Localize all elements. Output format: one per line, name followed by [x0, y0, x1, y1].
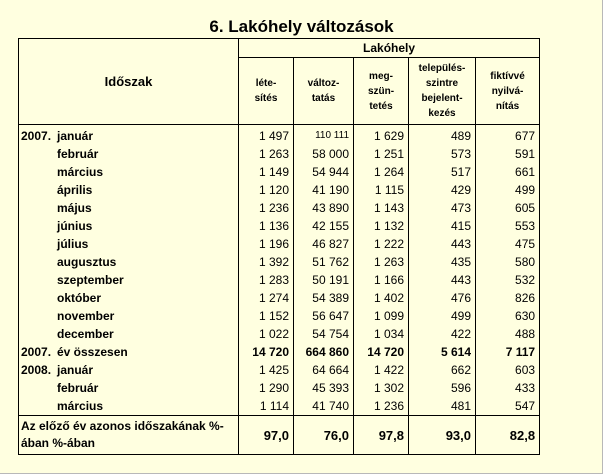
percentage-cell: 97,8 [354, 416, 409, 455]
value-cell: 499 [409, 307, 476, 325]
table-row [19, 307, 540, 325]
value-cell: 489 [409, 125, 476, 146]
period-cell [19, 361, 239, 379]
value-cell: 429 [409, 181, 476, 199]
month-label: március [57, 165, 104, 179]
value-cell: 596 [409, 379, 476, 397]
month-label: év összesen [57, 345, 128, 359]
value-cell: 591 [476, 145, 540, 163]
value-cell: 1 166 [354, 271, 409, 289]
value-cell: 1 422 [354, 361, 409, 379]
table-row [19, 163, 540, 181]
month-label: június [57, 219, 93, 233]
percentage-cell: 93,0 [409, 416, 476, 455]
value-cell: 677 [476, 125, 540, 146]
value-cell: 1 274 [239, 289, 294, 307]
year-label: 2008. [21, 363, 52, 377]
table-row [19, 325, 540, 343]
value-cell: 573 [409, 145, 476, 163]
period-cell [19, 325, 239, 343]
value-cell: 481 [409, 397, 476, 416]
month-label: szeptember [57, 273, 124, 287]
value-cell: 661 [476, 163, 540, 181]
value-cell: 41 740 [294, 397, 354, 416]
month-label: november [57, 309, 115, 323]
value-cell: 1 034 [354, 325, 409, 343]
table-row [19, 145, 540, 163]
value-cell: 580 [476, 253, 540, 271]
value-cell: 1 251 [354, 145, 409, 163]
month-label: február [57, 381, 99, 395]
month-label: július [57, 237, 89, 251]
table-row [19, 217, 540, 235]
period-cell [19, 181, 239, 199]
value-cell: 415 [409, 217, 476, 235]
value-cell: 7 117 [476, 343, 540, 361]
period-cell [19, 163, 239, 181]
value-cell: 603 [476, 361, 540, 379]
value-cell: 662 [409, 361, 476, 379]
value-cell: 1 263 [354, 253, 409, 271]
value-cell: 1 143 [354, 199, 409, 217]
column-header: változ- tatás [294, 58, 354, 125]
percentage-row [19, 416, 540, 455]
value-cell: 1 402 [354, 289, 409, 307]
value-cell: 1 222 [354, 235, 409, 253]
value-cell: 1 152 [239, 307, 294, 325]
value-cell: 553 [476, 217, 540, 235]
value-cell: 1 120 [239, 181, 294, 199]
value-cell: 443 [409, 235, 476, 253]
value-cell: 435 [409, 253, 476, 271]
value-cell: 473 [409, 199, 476, 217]
month-label: október [57, 291, 102, 305]
value-cell: 14 720 [239, 343, 294, 361]
value-cell: 64 664 [294, 361, 354, 379]
period-cell [19, 271, 239, 289]
period-cell [19, 217, 239, 235]
value-cell: 42 155 [294, 217, 354, 235]
table-title: 6. Lakóhely változások [209, 17, 394, 36]
value-cell: 51 762 [294, 253, 354, 271]
value-cell: 1 136 [239, 217, 294, 235]
value-cell: 1 149 [239, 163, 294, 181]
table-row [19, 199, 540, 217]
period-cell [19, 307, 239, 325]
month-label: május [57, 201, 92, 215]
value-cell: 41 190 [294, 181, 354, 199]
total-row [19, 343, 540, 361]
table-row [19, 271, 540, 289]
value-cell: 422 [409, 325, 476, 343]
value-cell: 1 283 [239, 271, 294, 289]
percentage-label: Az előző év azonos időszakának %-ában %-ában [19, 416, 239, 455]
period-cell [19, 125, 239, 146]
period-cell [19, 397, 239, 416]
month-label: december [57, 327, 114, 341]
period-cell [19, 235, 239, 253]
month-label: január [57, 363, 94, 377]
value-cell: 826 [476, 289, 540, 307]
value-cell: 50 191 [294, 271, 354, 289]
value-cell: 475 [476, 235, 540, 253]
month-label: február [57, 147, 99, 161]
value-cell: 14 720 [354, 343, 409, 361]
value-cell: 1 236 [239, 199, 294, 217]
column-header: léte- sítés [239, 58, 294, 125]
value-cell: 1 264 [354, 163, 409, 181]
table-row [19, 235, 540, 253]
table-row [19, 361, 540, 379]
month-label: augusztus [57, 255, 117, 269]
period-cell [19, 199, 239, 217]
table-row [19, 379, 540, 397]
column-header: település- szintre bejelent- kezés [409, 58, 476, 125]
value-cell: 43 890 [294, 199, 354, 217]
table-row [19, 125, 540, 146]
value-cell: 664 860 [294, 343, 354, 361]
column-header: meg- szün- tetés [354, 58, 409, 125]
value-cell: 517 [409, 163, 476, 181]
period-cell [19, 343, 239, 361]
period-cell [19, 253, 239, 271]
residence-changes-table [18, 38, 540, 455]
value-cell: 1 425 [239, 361, 294, 379]
value-cell: 1 302 [354, 379, 409, 397]
month-label: április [57, 183, 93, 197]
value-cell: 1 290 [239, 379, 294, 397]
value-cell: 488 [476, 325, 540, 343]
value-cell: 433 [476, 379, 540, 397]
table-row [19, 253, 540, 271]
value-cell: 1 114 [239, 397, 294, 416]
value-cell: 58 000 [294, 145, 354, 163]
percentage-cell: 97,0 [239, 416, 294, 455]
value-cell: 499 [476, 181, 540, 199]
value-cell: 547 [476, 397, 540, 416]
period-cell [19, 379, 239, 397]
percentage-cell: 82,8 [476, 416, 540, 455]
value-cell: 1 115 [354, 181, 409, 199]
year-label: 2007. [21, 129, 52, 143]
year-label: 2007. [21, 345, 52, 359]
value-cell: 476 [409, 289, 476, 307]
value-cell: 54 754 [294, 325, 354, 343]
value-cell: 110 111 [294, 125, 354, 146]
value-cell: 605 [476, 199, 540, 217]
table-row [19, 289, 540, 307]
table-row [19, 181, 540, 199]
value-cell: 1 392 [239, 253, 294, 271]
value-cell: 532 [476, 271, 540, 289]
value-cell: 1 263 [239, 145, 294, 163]
value-cell: 1 629 [354, 125, 409, 146]
value-cell: 1 236 [354, 397, 409, 416]
value-cell: 1 099 [354, 307, 409, 325]
table-row [19, 397, 540, 416]
value-cell: 45 393 [294, 379, 354, 397]
period-header: Időszak [19, 39, 239, 125]
value-cell: 1 022 [239, 325, 294, 343]
period-cell [19, 145, 239, 163]
value-cell: 5 614 [409, 343, 476, 361]
value-cell: 54 389 [294, 289, 354, 307]
value-cell: 443 [409, 271, 476, 289]
month-label: január [57, 129, 94, 143]
value-cell: 54 944 [294, 163, 354, 181]
residence-group-header: Lakóhely [239, 39, 540, 58]
column-header: fiktívvé nyilvá- nítás [476, 58, 540, 125]
month-label: március [57, 399, 104, 413]
value-cell: 630 [476, 307, 540, 325]
value-cell: 1 497 [239, 125, 294, 146]
value-cell: 1 196 [239, 235, 294, 253]
percentage-cell: 76,0 [294, 416, 354, 455]
value-cell: 46 827 [294, 235, 354, 253]
value-cell: 56 647 [294, 307, 354, 325]
period-cell [19, 289, 239, 307]
value-cell: 1 132 [354, 217, 409, 235]
